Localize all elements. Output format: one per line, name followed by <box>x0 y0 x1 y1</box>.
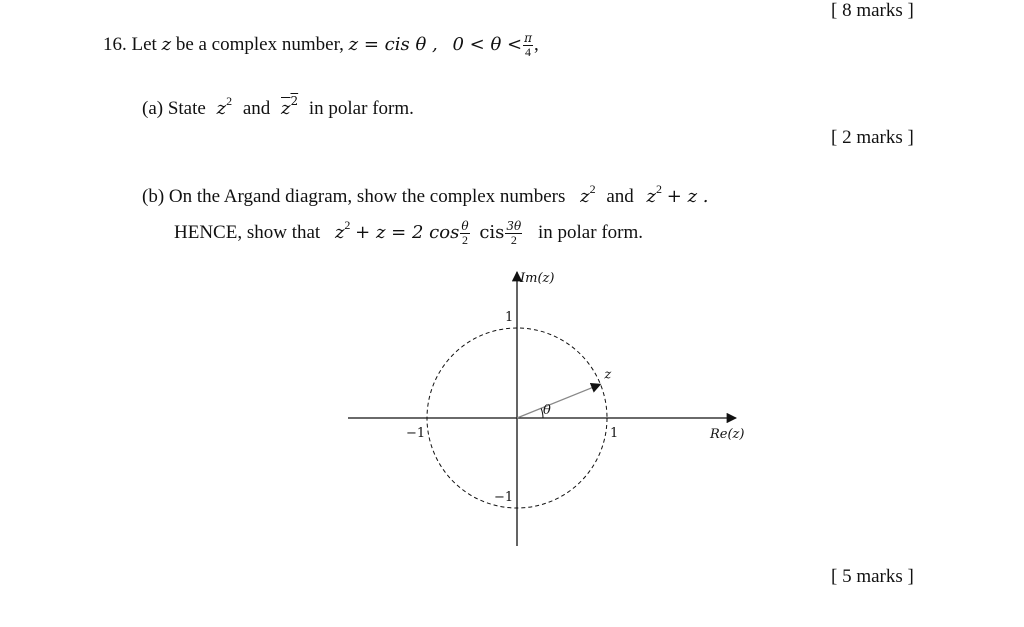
tick-label-im-1: 1 <box>505 310 514 325</box>
re-axis-label: Re(z) <box>710 427 745 442</box>
lhs-z: z <box>334 221 345 243</box>
fraction-denominator: 2 <box>461 233 468 247</box>
part-b-z: z <box>580 186 590 207</box>
part-a-tail: in polar form. <box>308 98 414 119</box>
part-b-expr-exponent: 2 <box>656 181 663 196</box>
part-b-and: and <box>606 186 634 207</box>
part-a-exponent: 2 <box>226 93 233 108</box>
fraction-denominator: 2 <box>510 233 517 247</box>
fraction-numerator: π <box>524 31 532 45</box>
stem-be-text: be a complex number, <box>175 33 344 55</box>
part-a-label: (a) State <box>142 98 206 119</box>
z-vector <box>517 384 600 418</box>
part-a-and: and <box>242 98 271 119</box>
stem-z: z <box>161 33 172 55</box>
stem-intro: Let <box>131 33 157 55</box>
part-a-marks: [ 2 marks ] <box>831 127 914 148</box>
question-number: 16. <box>103 33 127 55</box>
theta-label: θ <box>543 403 551 418</box>
tick-label-im-neg1: −1 <box>494 490 514 505</box>
part-b-marks: [ 5 marks ] <box>831 566 914 587</box>
cis-label: cis <box>479 221 505 243</box>
tick-label-re-1: 1 <box>610 426 619 441</box>
im-axis-label: Im(z) <box>520 271 555 286</box>
conjugate-z: z <box>281 98 291 119</box>
lhs-exponent: 2 <box>344 217 351 232</box>
stem-end: , <box>534 33 539 55</box>
part-b-expr-z: z <box>646 186 657 207</box>
stem-definition: z = cis θ , <box>348 33 438 55</box>
stem-range: 0 < θ < <box>452 33 523 55</box>
part-b-line2-text: HENCE, show that <box>174 221 321 243</box>
fraction-numerator: θ <box>461 219 469 233</box>
part-b-line1-text: (b) On the Argand diagram, show the complex numbers <box>142 186 566 207</box>
part-b-expr-tail: + z . <box>666 186 709 207</box>
lhs-tail: + z = 2 cos <box>355 221 460 243</box>
fraction-numerator: 3θ <box>506 219 522 233</box>
conjugate-exponent: 2 <box>290 94 299 108</box>
part-a-z: z <box>216 98 227 119</box>
part-b-z-exponent: 2 <box>589 181 596 196</box>
total-marks: [ 8 marks ] <box>831 0 914 21</box>
z-point-label: z <box>604 367 612 383</box>
fraction-denominator: 4 <box>525 45 532 59</box>
part-b-tail: in polar form. <box>538 221 644 243</box>
tick-label-re-neg1: −1 <box>406 426 426 441</box>
